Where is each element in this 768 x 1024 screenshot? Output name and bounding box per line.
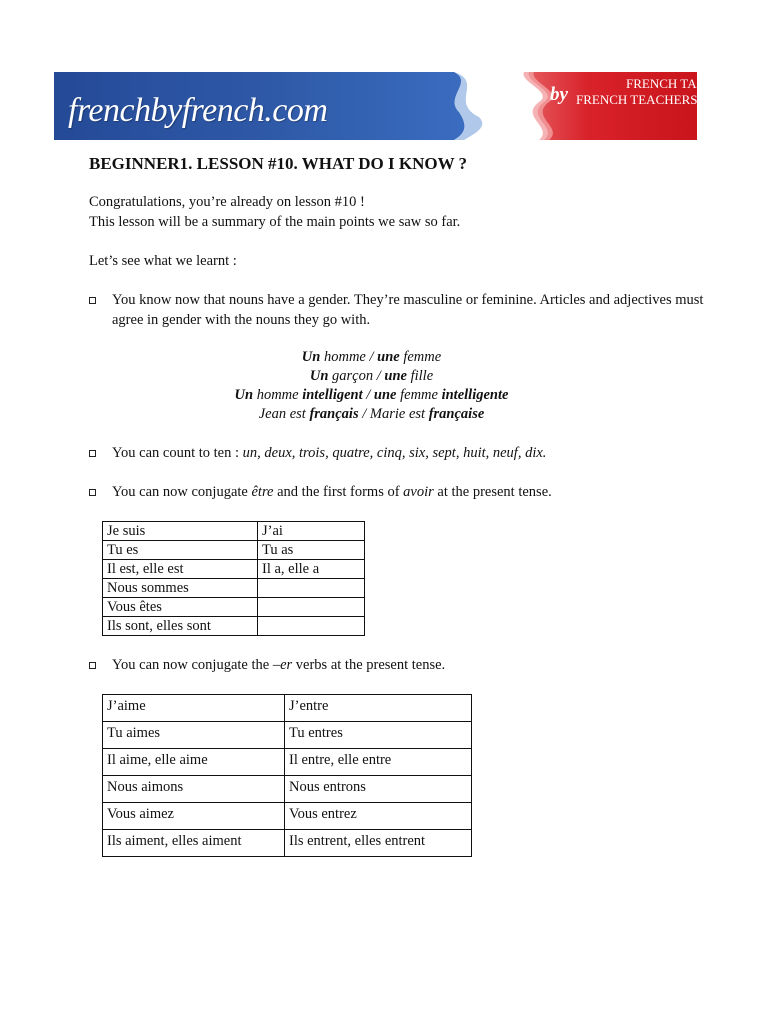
example-keyword: Un <box>309 368 329 384</box>
example-keyword: intelligent <box>302 387 363 403</box>
table-cell: Il entre, elle entre <box>285 749 472 776</box>
square-bullet-icon <box>89 662 96 669</box>
example-keyword: une <box>373 387 397 403</box>
bullet-er-verbs <box>89 655 709 675</box>
table-cell: Nous sommes <box>103 579 258 598</box>
example-line <box>89 405 654 424</box>
etre-avoir-table <box>102 521 365 636</box>
example-text: / Marie est <box>358 406 429 422</box>
example-text: homme / <box>320 349 378 365</box>
table-cell: Tu entres <box>285 722 472 749</box>
square-bullet-icon <box>89 297 96 304</box>
bullet-etre-avoir <box>89 482 709 502</box>
bullet-count-prefix: You can count to ten : <box>112 445 243 461</box>
example-text: Jean est <box>258 406 310 422</box>
table-cell: Tu es <box>103 541 258 560</box>
example-text: femme <box>399 349 442 365</box>
bullet-etre-part3: at the present tense. <box>433 484 552 500</box>
table-row <box>103 803 472 830</box>
er-ending: –er <box>272 657 293 673</box>
table-cell: Il est, elle est <box>103 560 258 579</box>
table-cell: Vous entrez <box>285 803 472 830</box>
table-row <box>103 749 472 776</box>
table-cell: J’entre <box>285 695 472 722</box>
example-line <box>89 386 654 405</box>
bullet-er-part1: You can now conjugate the <box>112 657 273 673</box>
bullet-gender <box>89 290 709 330</box>
example-line <box>89 348 654 367</box>
bullet-etre-part2: and the first forms of <box>273 484 404 500</box>
verb-avoir: avoir <box>403 484 434 500</box>
table-cell: Je suis <box>103 522 258 541</box>
example-text: / <box>362 387 374 403</box>
table-row <box>103 522 365 541</box>
example-text: garçon / <box>328 368 385 384</box>
table-cell <box>258 598 365 617</box>
table-cell: Nous aimons <box>103 776 285 803</box>
bullet-gender-text: You know now that nouns have a gender. They’re masculine or feminine. Articles and adjectives must agree in gender with the nouns they go with. <box>112 292 704 328</box>
bullet-count-numbers: un, deux, trois, quatre, cinq, six, sept, huit, neuf, dix. <box>242 445 547 461</box>
intro-line-2: This lesson will be a summary of the main points we saw so far. <box>89 214 461 230</box>
verb-etre: être <box>251 484 274 500</box>
table-row <box>103 617 365 636</box>
table-cell: Ils sont, elles sont <box>103 617 258 636</box>
intro-line-3: Let’s see what we learnt : <box>89 253 237 269</box>
tagline-by: by <box>550 84 568 105</box>
lesson-content <box>89 154 709 857</box>
table-cell: Ils entrent, elles entrent <box>285 830 472 857</box>
table-row <box>103 776 472 803</box>
table-row <box>103 579 365 598</box>
table-cell: Ils aiment, elles aiment <box>103 830 285 857</box>
bullet-er-part2: verbs at the present tense. <box>292 657 446 673</box>
square-bullet-icon <box>89 450 96 457</box>
er-verbs-table <box>102 694 472 857</box>
table-row <box>103 695 472 722</box>
bullet-count <box>89 443 709 463</box>
table-cell: Tu aimes <box>103 722 285 749</box>
example-keyword: intelligente <box>441 387 509 403</box>
table-cell: Il a, elle a <box>258 560 365 579</box>
table-row <box>103 830 472 857</box>
example-line <box>89 367 654 386</box>
square-bullet-icon <box>89 489 96 496</box>
example-keyword: Un <box>301 349 321 365</box>
intro-line-1: Congratulations, you’re already on lesson #10 ! <box>89 194 365 210</box>
table-row <box>103 541 365 560</box>
table-cell: Vous aimez <box>103 803 285 830</box>
bullet-etre-part1: You can now conjugate <box>112 484 252 500</box>
example-keyword: Un <box>234 387 254 403</box>
table-cell: Nous entrons <box>285 776 472 803</box>
table-cell: J’ai <box>258 522 365 541</box>
page-title: BEGINNER1. LESSON #10. WHAT DO I KNOW ? <box>89 154 468 173</box>
example-text: homme <box>253 387 303 403</box>
example-keyword: française <box>428 406 485 422</box>
site-banner <box>54 72 733 140</box>
example-keyword: une <box>377 349 400 365</box>
example-text: femme <box>396 387 442 403</box>
table-cell: Vous êtes <box>103 598 258 617</box>
table-cell <box>258 579 365 598</box>
table-row <box>103 598 365 617</box>
example-keyword: une <box>384 368 407 384</box>
tagline-line2: FRENCH TEACHERS <box>576 92 698 107</box>
example-text: fille <box>406 368 434 384</box>
table-row <box>103 560 365 579</box>
table-cell: J’aime <box>103 695 285 722</box>
table-cell <box>258 617 365 636</box>
gender-examples <box>89 348 654 424</box>
table-cell: Tu as <box>258 541 365 560</box>
table-row <box>103 722 472 749</box>
tagline-line1: FRENCH TAUGHT <box>626 76 733 91</box>
site-name: frenchbyfrench.com <box>68 92 328 129</box>
example-keyword: français <box>309 406 359 422</box>
table-cell: Il aime, elle aime <box>103 749 285 776</box>
